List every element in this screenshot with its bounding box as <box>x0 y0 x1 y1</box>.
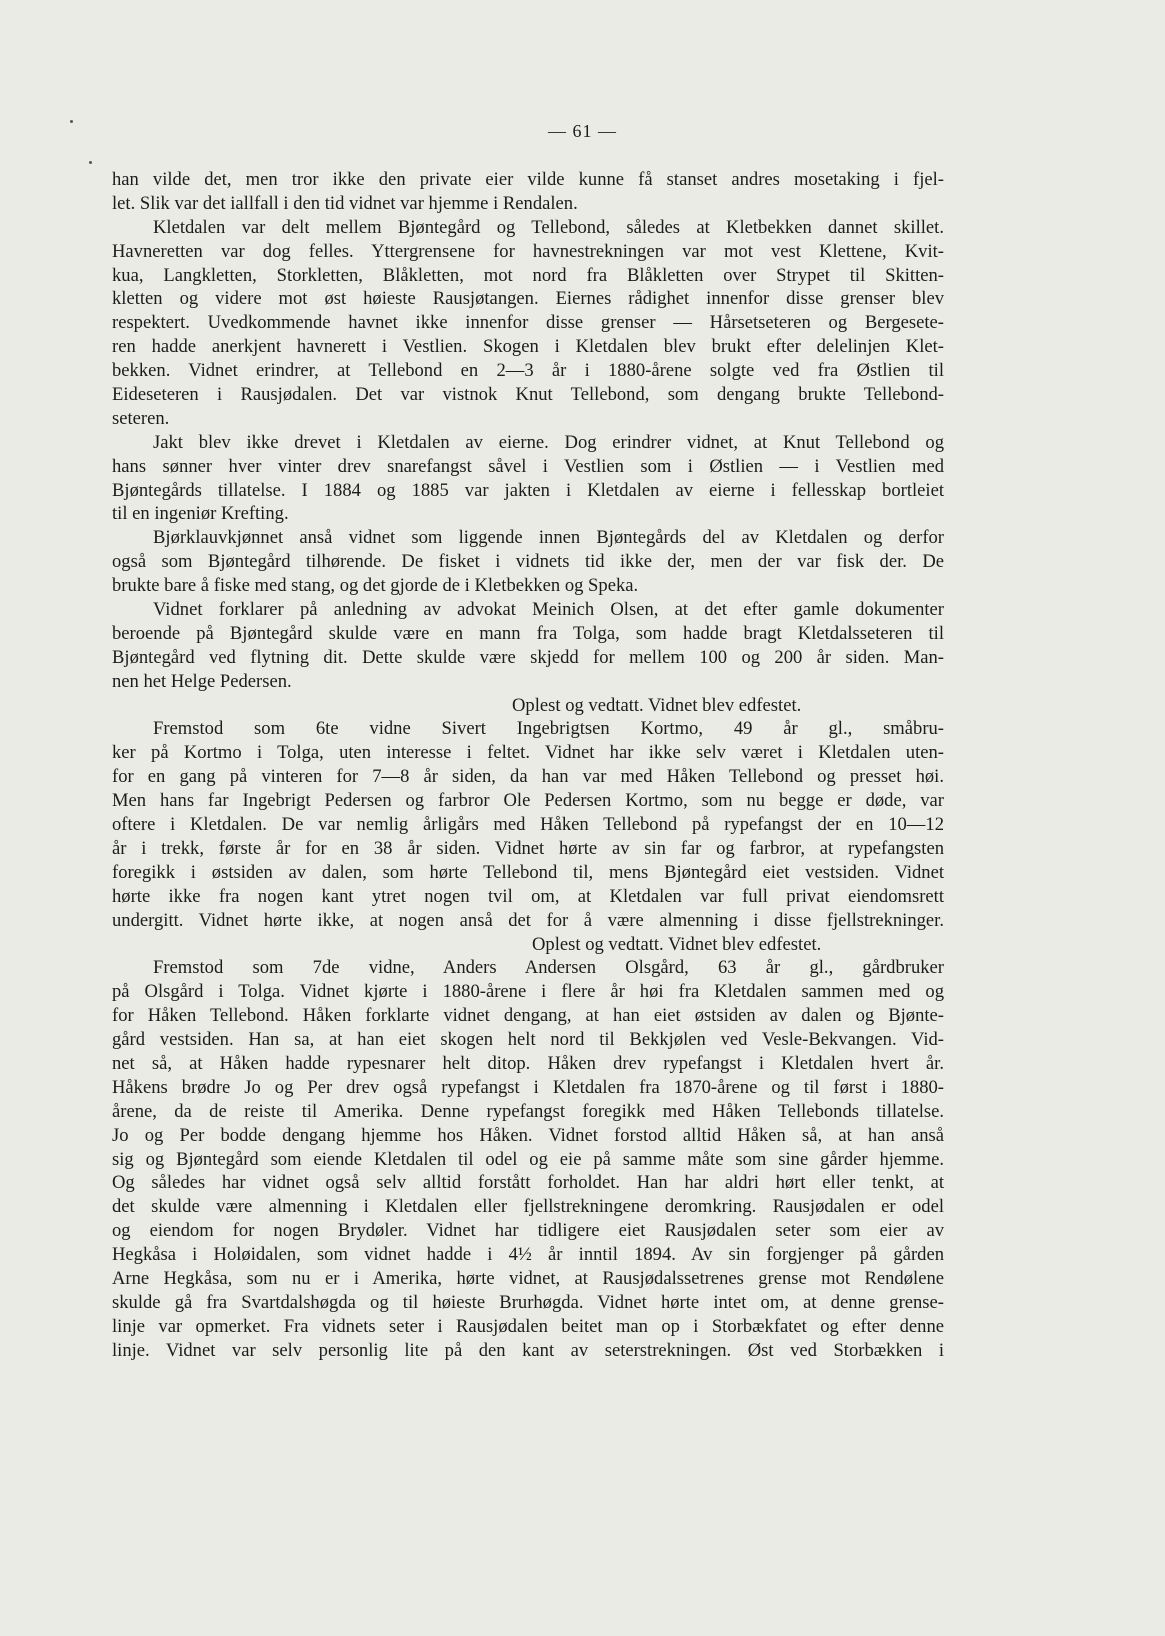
text-line: Kletdalen var delt mellem Bjøntegård og Tellebond, således at Kletbekken dannet skillet. <box>153 216 944 238</box>
text-line: foregikk i østsiden av dalen, som hørte Tellebond til, mens Bjøntegård eiet vestsiden. Vidnet <box>112 861 944 883</box>
text-line: Håkens brødre Jo og Per drev også rypefangst i Kletdalen fra 1870-årene og til først i 1880- <box>112 1076 944 1098</box>
text-line: årene, da de reiste til Amerika. Denne rypefangst foregikk med Håken Tellebonds tillatelse. <box>112 1100 944 1122</box>
text-line: let. Slik var det iallfall i den tid vidnet var hjemme i Rendalen. <box>112 192 578 214</box>
text-line: bekken. Vidnet erindrer, at Tellebond en 2—3 år i 1880-årene solgte ved fra Østlien til <box>112 360 944 382</box>
text-line: Fremstod som 7de vidne, Anders Andersen Olsgård, 63 år gl., gårdbruker <box>153 957 944 979</box>
text-line: ren hadde anerkjent havnerett i Vestlien. Skogen i Kletdalen blev brukt efter delelinjen Klet- <box>112 336 944 358</box>
text-line: brukte bare å fiske med stang, og det gjorde de i Kletbekken og Speka. <box>112 575 639 597</box>
margin-mark <box>89 161 92 164</box>
text-line: kletten og videre mot øst høieste Rausjøtangen. Eiernes rådighet innenfor disse grenser blev <box>112 288 944 310</box>
text-line: Arne Hegkåsa, som nu er i Amerika, hørte vidnet, at Rausjødalssetrenes grense mot Rendølene <box>112 1267 944 1289</box>
attestation-line: Oplest og vedtatt. Vidnet blev edfestet. <box>532 933 822 955</box>
text-line: ker på Kortmo i Tolga, uten interesse i feltet. Vidnet har ikke selv været i Kletdalen uten- <box>112 742 944 764</box>
text-line: til en ingeniør Krefting. <box>112 503 289 525</box>
text-line: på Olsgård i Tolga. Vidnet kjørte i 1880-årene i flere år høi fra Kletdalen sammen med og <box>112 981 944 1003</box>
text-line: Vidnet forklarer på anledning av advokat Meinich Olsen, at det efter gamle dokumenter <box>153 599 944 621</box>
text-line: Havneretten var dog felles. Yttergrensene for havnestrekningen var mot vest Klettene, Kvit- <box>112 240 944 262</box>
body-text <box>112 168 944 1363</box>
text-line: for Håken Tellebond. Håken forklarte vidnet dengang, at han eiet østsiden av dalen og Bjønte- <box>112 1005 944 1027</box>
text-line: Jo og Per bodde dengang hjemme hos Håken. Vidnet forstod alltid Håken så, at han anså <box>112 1124 944 1146</box>
text-line: Hegkåsa i Holøidalen, som vidnet hadde i 4½ år inntil 1894. Av sin forgjenger på gården <box>112 1244 944 1266</box>
text-line: og eiendom for nogen Brydøler. Vidnet har tidligere eiet Rausjødalen seter som eier av <box>112 1220 944 1242</box>
text-line: sig og Bjøntegård som eiende Kletdalen til odel og eie på samme måte som sine gårder hjemme. <box>112 1148 944 1170</box>
text-line: gård vestsiden. Han sa, at han eiet skogen helt nord til Bekkjølen ved Vesle-Bekvangen. Vid- <box>112 1029 944 1051</box>
text-line: Og således har vidnet også selv alltid forstått forholdet. Han har aldri hørt eller tenkt, at <box>112 1172 944 1194</box>
text-line: år i trekk, første år for en 38 år siden. Vidnet hørte av sin far og farbror, at rypefangsten <box>112 837 944 859</box>
page-number: — 61 — <box>548 121 617 141</box>
text-line: linje var opmerket. Fra vidnets seter i Rausjødalen beitet man op i Storbækfatet og efter denne <box>112 1315 944 1337</box>
text-line: også som Bjøntegård tilhørende. De fisket i vidnets tid ikke der, men der var fisk der. De <box>112 551 944 573</box>
text-line: skulde gå fra Svartdalshøgda og til høieste Brurhøgda. Vidnet hørte intet om, at denne grense- <box>112 1291 944 1313</box>
text-line: oftere i Kletdalen. De var nemlig årligårs med Håken Tellebond på rypefangst der en 10—12 <box>112 814 944 836</box>
attestation-line: Oplest og vedtatt. Vidnet blev edfestet. <box>512 694 802 716</box>
text-line: Eideseteren i Rausjødalen. Det var vistnok Knut Tellebond, som dengang brukte Tellebond- <box>112 384 944 406</box>
text-line: net så, at Håken hadde rypesnarer helt ditop. Håken drev rypefangst i Kletdalen hvert år. <box>112 1052 944 1074</box>
text-line: kua, Langkletten, Storkletten, Blåkletten, mot nord fra Blåkletten over Strypet til Skitten- <box>112 264 944 286</box>
text-line: Men hans far Ingebrigt Pedersen og farbror Ole Pedersen Kortmo, som nu begge er døde, var <box>112 790 944 812</box>
text-line: han vilde det, men tror ikke den private eier vilde kunne få stanset andres mosetaking i fjel- <box>112 169 944 190</box>
text-line: det skulde være almenning i Kletdalen eller fjellstrekningene deromkring. Rausjødalen er odel <box>112 1196 944 1218</box>
text-line: seteren. <box>112 407 170 429</box>
text-line: Bjøntegårds tillatelse. I 1884 og 1885 var jakten i Kletdalen av eierne i fellesskap bortleiet <box>112 479 944 501</box>
text-line: nen het Helge Pedersen. <box>112 670 292 692</box>
text-line: hørte ikke fra nogen kant ytret nogen tvil om, at Kletdalen var full privat eiendomsrett <box>112 885 944 907</box>
text-line: for en gang på vinteren for 7—8 år siden, da han var med Håken Tellebond og presset høi. <box>112 766 944 788</box>
text-line: beroende på Bjøntegård skulde være en mann fra Tolga, som hadde bragt Kletdalsseteren til <box>112 622 944 644</box>
text-line: hans sønner hver vinter drev snarefangst såvel i Vestlien som i Østlien — i Vestlien med <box>112 455 944 477</box>
text-line: Jakt blev ikke drevet i Kletdalen av eierne. Dog erindrer vidnet, at Knut Tellebond og <box>153 431 944 453</box>
text-line: Bjørklauvkjønnet anså vidnet som liggende innen Bjøntegårds del av Kletdalen og derfor <box>153 527 944 549</box>
text-line: linje. Vidnet var selv personlig lite på den kant av seterstrekningen. Øst ved Storbækken i <box>112 1339 944 1361</box>
text-line: Fremstod som 6te vidne Sivert Ingebrigtsen Kortmo, 49 år gl., småbru- <box>153 718 944 740</box>
text-line: Bjøntegård ved flytning dit. Dette skulde være skjedd for mellem 100 og 200 år siden. Man- <box>112 646 944 668</box>
text-line: undergitt. Vidnet hørte ikke, at nogen anså det for å være almenning i disse fjellstrekninger. <box>112 909 944 931</box>
text-line: respektert. Uvedkommende havnet ikke innenfor disse grenser — Hårsetseteren og Bergesete- <box>112 312 944 334</box>
